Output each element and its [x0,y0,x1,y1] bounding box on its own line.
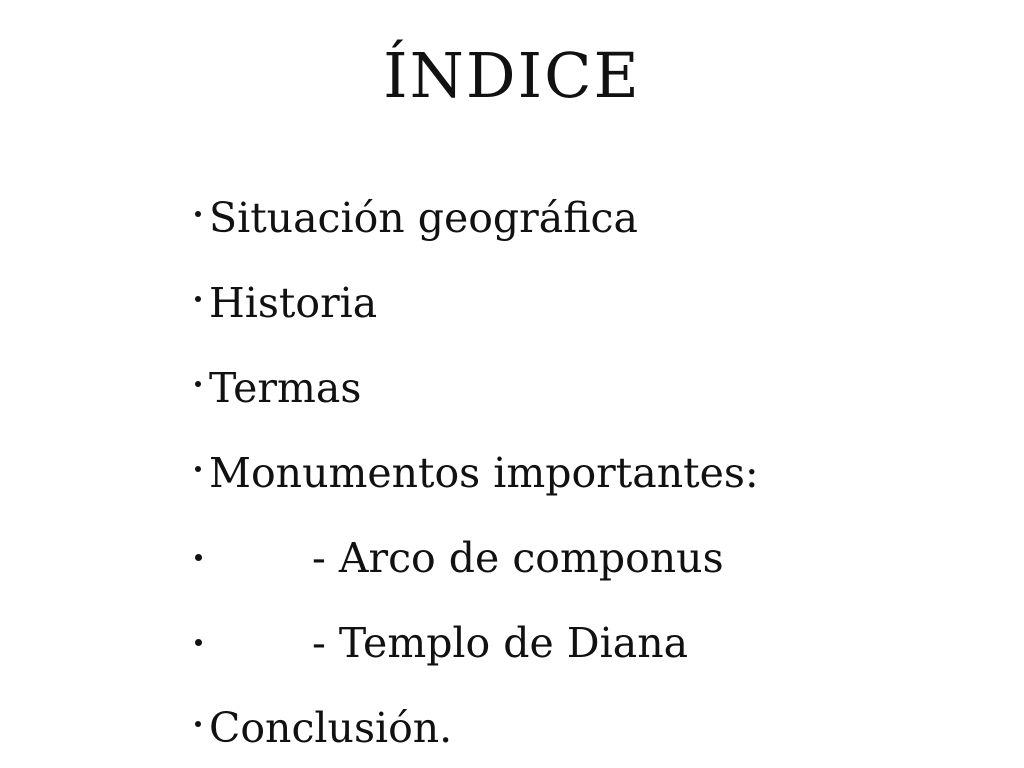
list-item-templo [195,603,759,688]
list-item-monumentos [195,433,759,518]
list-item-label: Situación geográfica [209,194,638,242]
bullet-icon [195,381,201,387]
list-item-historia [195,263,759,348]
list-item-termas [195,348,759,433]
list-item-label: Termas [209,364,362,412]
list-item-label: - Arco de componus [312,534,724,582]
list-item-label: - Templo de Diana [312,619,689,667]
bullet-icon [195,721,201,727]
bullet-icon [195,211,201,217]
index-list [195,178,759,768]
bullet-icon [195,639,202,646]
bullet-icon [195,466,201,472]
bullet-icon [195,296,201,302]
list-item-label: Monumentos importantes: [209,449,759,497]
list-item-situacion [195,178,759,263]
page-title: ÍNDICE [383,39,641,112]
list-item-arco [195,518,759,603]
list-item-conclusion [195,688,759,768]
list-item-label: Historia [209,279,378,327]
bullet-icon [195,554,202,561]
list-item-label: Conclusión. [209,704,453,752]
